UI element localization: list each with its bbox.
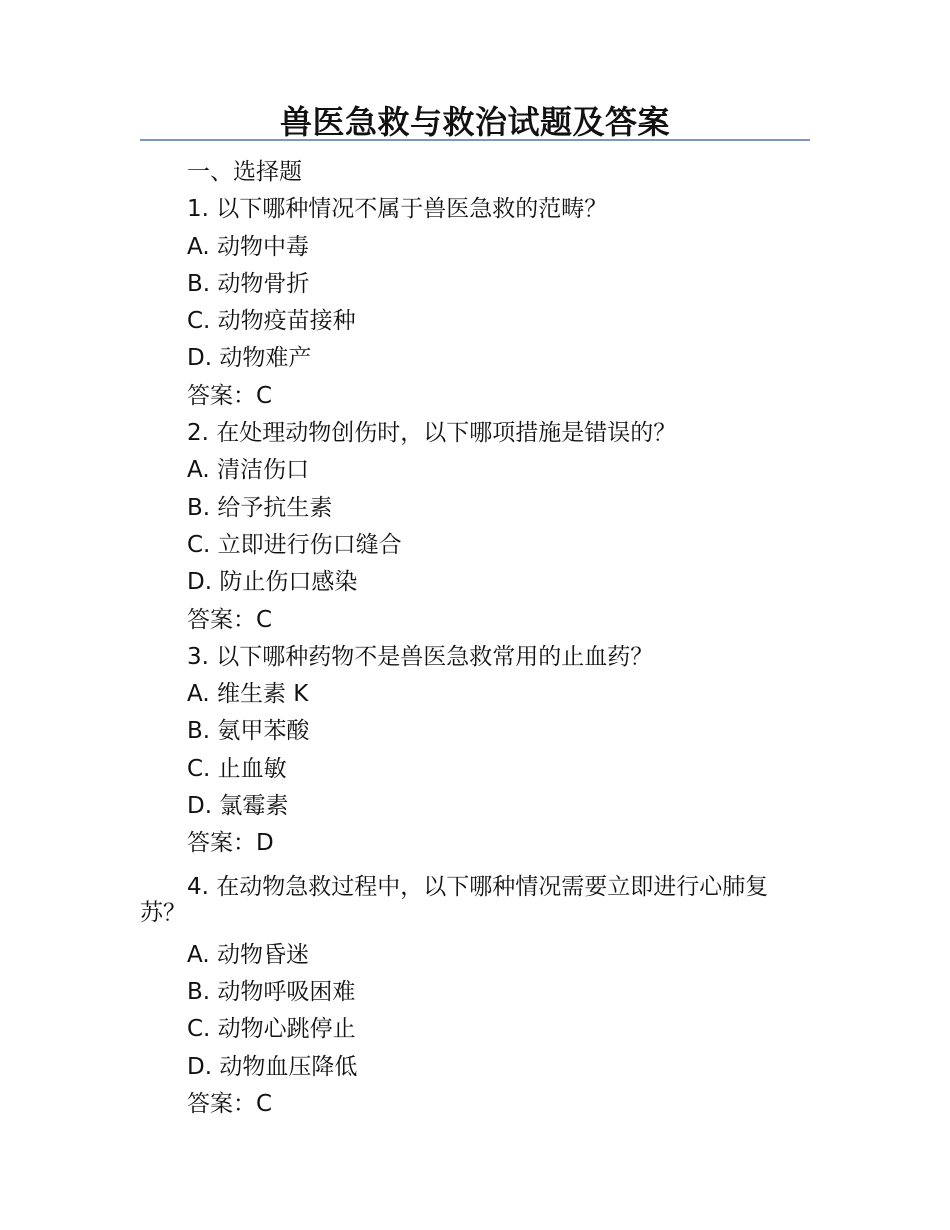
question-text: 3. 以下哪种药物不是兽医急救常用的止血药？	[187, 643, 654, 670]
section-heading: 一、选择题	[187, 159, 302, 185]
option-b: B. 氨甲苯酸	[187, 718, 310, 745]
question-text: 4. 在动物急救过程中，以下哪种情况需要立即进行心肺复苏？	[140, 873, 769, 926]
option-c: C. 动物心跳停止	[187, 1016, 356, 1043]
question-text: 1. 以下哪种情况不属于兽医急救的范畴？	[187, 196, 608, 223]
option-b: B. 动物骨折	[187, 270, 310, 297]
option-d: D. 氯霉素	[187, 793, 289, 820]
document-title: 兽医急救与救治试题及答案	[279, 103, 670, 141]
option-b: B. 给予抗生素	[187, 494, 333, 521]
option-c: C. 立即进行伤口缝合	[187, 531, 402, 558]
option-d: D. 动物难产	[187, 345, 312, 372]
option-a: A. 动物昏迷	[187, 941, 309, 968]
title-underline	[140, 139, 810, 141]
question-text: 2. 在处理动物创伤时，以下哪项措施是错误的？	[187, 420, 677, 447]
question-block-2	[140, 415, 810, 639]
option-a: A. 动物中毒	[187, 233, 309, 260]
question-block-4	[140, 863, 810, 1123]
option-d: D. 防止伤口感染	[187, 569, 358, 596]
question-block-1	[140, 191, 810, 415]
option-a: A. 维生素 K	[187, 681, 309, 708]
option-c: C. 动物疫苗接种	[187, 308, 356, 335]
answer-text: 答案：C	[187, 1090, 273, 1117]
option-a: A. 清洁伤口	[187, 457, 309, 484]
question-block-3	[140, 639, 810, 863]
option-d: D. 动物血压降低	[187, 1053, 358, 1080]
option-c: C. 止血敏	[187, 755, 287, 782]
answer-text: 答案：D	[187, 830, 274, 857]
document-body	[140, 154, 810, 1123]
option-b: B. 动物呼吸困难	[187, 978, 356, 1005]
answer-text: 答案：C	[187, 382, 273, 409]
answer-text: 答案：C	[187, 606, 273, 633]
